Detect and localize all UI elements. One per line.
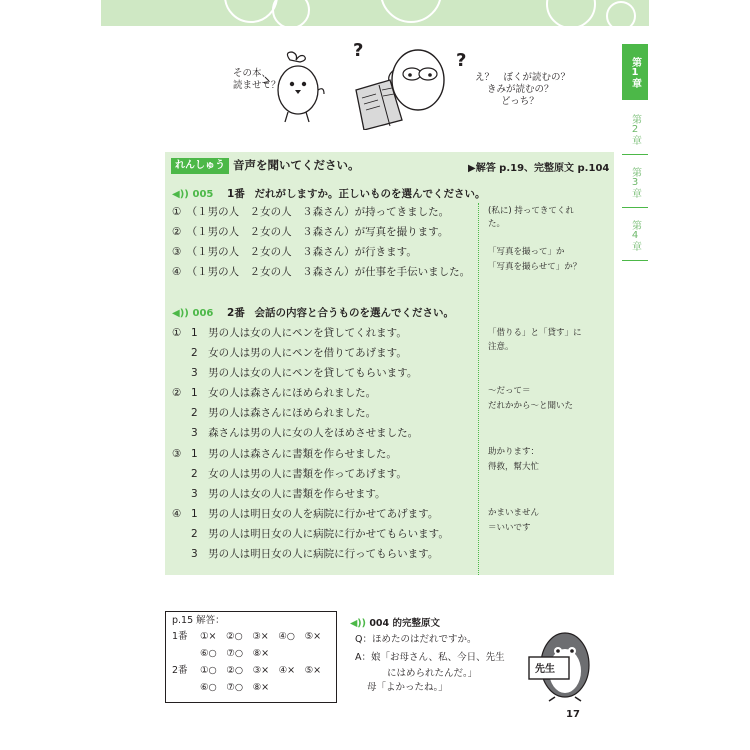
lesson-title: 音声を聞いてください。 xyxy=(233,158,360,172)
q1-note: (私に) 持ってきてくれ xyxy=(488,206,574,216)
q2-note: ＝いいです xyxy=(488,523,531,533)
q2-option: 3 森さんは男の人に女の人をほめさせました。 xyxy=(191,427,419,439)
question-mark-left: ? xyxy=(353,40,364,61)
page-number: 17 xyxy=(566,709,580,720)
q2-option: 1 女の人は森さんにほめられました。 xyxy=(191,387,377,399)
q2-note: 注意。 xyxy=(488,342,514,352)
q2-option: 3 男の人は女の人にペンを貸してもらいます。 xyxy=(191,367,418,379)
speech-right: え？ ぼくが読むの？ きみが読むの？ どっち？ xyxy=(475,72,571,107)
q2-note: かまいません xyxy=(488,508,540,518)
answers-row1a: ①× ②○ ③× ④○ ⑤× xyxy=(200,631,322,642)
q1-note: 「写真を撮って」か xyxy=(488,247,565,257)
audio-icon[interactable]: ◀)) xyxy=(172,189,189,200)
speech-left: その本、 読ませて？ xyxy=(233,68,281,91)
script-question: Q：ほめたのはだれですか。 xyxy=(355,634,477,645)
penguin-reading-illustration xyxy=(350,42,460,130)
teacher-sign-label: 先生 xyxy=(535,664,555,675)
q2-header: ◀)) 006 2番 会話の内容と合うものを選んでください。 xyxy=(172,307,454,319)
answers-row2a: ①○ ②○ ③× ④× ⑤× xyxy=(200,665,322,676)
chapter-tab-3[interactable]: 第3章 xyxy=(622,157,648,208)
question-mark-right: ? xyxy=(456,50,467,71)
q2-option: 2 女の人は男の人に書類を作ってあげます。 xyxy=(191,468,407,480)
q2-option: 1 男の人は明日女の人を病院に行かせてあげます。 xyxy=(191,508,439,520)
answers-title: p.15 解答： xyxy=(172,615,225,626)
audio-icon[interactable]: ◀)) xyxy=(350,618,366,629)
chapter-tab-1[interactable]: 第1章 xyxy=(622,44,648,100)
q1-note: 「写真を撮らせて」か？ xyxy=(488,262,582,272)
q1-header: ◀)) 005 1番 だれがしますか。正しいものを選んでください。 xyxy=(172,188,486,200)
chapter-tab-2[interactable]: 第2章 xyxy=(622,104,648,155)
q2-group-num: ④ xyxy=(172,508,182,520)
q2-option: 2 男の人は森さんにほめられました。 xyxy=(191,407,377,419)
q1-item: ② （１男の人 ２女の人 ３森さん）が写真を撮ります。 xyxy=(172,226,449,238)
audio-icon[interactable]: ◀)) xyxy=(172,308,189,319)
answers-row1-label: 1番 xyxy=(172,631,188,642)
q2-option: 3 男の人は明日女の人に病院に行ってもらいます。 xyxy=(191,548,439,560)
script-answer-line2: にはめられたんだ。」 xyxy=(387,668,478,679)
answer-reference: ▶解答 p.19、完整原文 p.104 xyxy=(468,163,610,174)
q2-note: 助かります： xyxy=(488,447,540,457)
notes-divider xyxy=(478,203,479,575)
bubble-decoration xyxy=(101,0,649,26)
q2-option: 2 女の人は男の人にペンを借りてあげます。 xyxy=(191,347,407,359)
script-answer-line1: A：娘「お母さん、私、今日、先生 xyxy=(355,652,505,663)
q1-item: ③ （１男の人 ２女の人 ３森さん）が行きます。 xyxy=(172,246,417,258)
q1-item: ④ （１男の人 ２女の人 ３森さん）が仕事を手伝いました。 xyxy=(172,266,471,278)
q2-option: 1 男の人は森さんに書類を作らせました。 xyxy=(191,448,397,460)
q2-note: 得救，幫大忙 xyxy=(488,462,540,472)
answers-row2b: ⑥○ ⑦○ ⑧× xyxy=(200,682,270,693)
q1-item: ① （１男の人 ２女の人 ３森さん）が持ってきました。 xyxy=(172,206,450,218)
lesson-tag: れんしゅう xyxy=(171,158,229,174)
q2-note: だれかから～と聞いた xyxy=(488,401,574,411)
answers-row1b: ⑥○ ⑦○ ⑧× xyxy=(200,648,270,659)
q2-group-num: ① xyxy=(172,327,182,339)
top-banner xyxy=(101,0,649,26)
chapter-tab-4[interactable]: 第4章 xyxy=(622,210,648,261)
q2-group-num: ③ xyxy=(172,448,182,460)
script-heading: ◀)) 004 的完整原文 xyxy=(350,618,440,629)
q2-note: 「借りる」と「貸す」に xyxy=(488,328,582,338)
q2-note: ～だって＝ xyxy=(488,386,531,396)
q2-group-num: ② xyxy=(172,387,182,399)
q2-option: 2 男の人は明日女の人に病院に行かせてもらいます。 xyxy=(191,528,449,540)
script-answer-line3: 母「よかったね。」 xyxy=(367,682,448,693)
q2-option: 3 男の人は女の人に書類を作らせます。 xyxy=(191,488,386,500)
q2-option: 1 男の人は女の人にペンを貸してくれます。 xyxy=(191,327,407,339)
answers-row2-label: 2番 xyxy=(172,665,188,676)
q1-note: た。 xyxy=(488,219,506,229)
